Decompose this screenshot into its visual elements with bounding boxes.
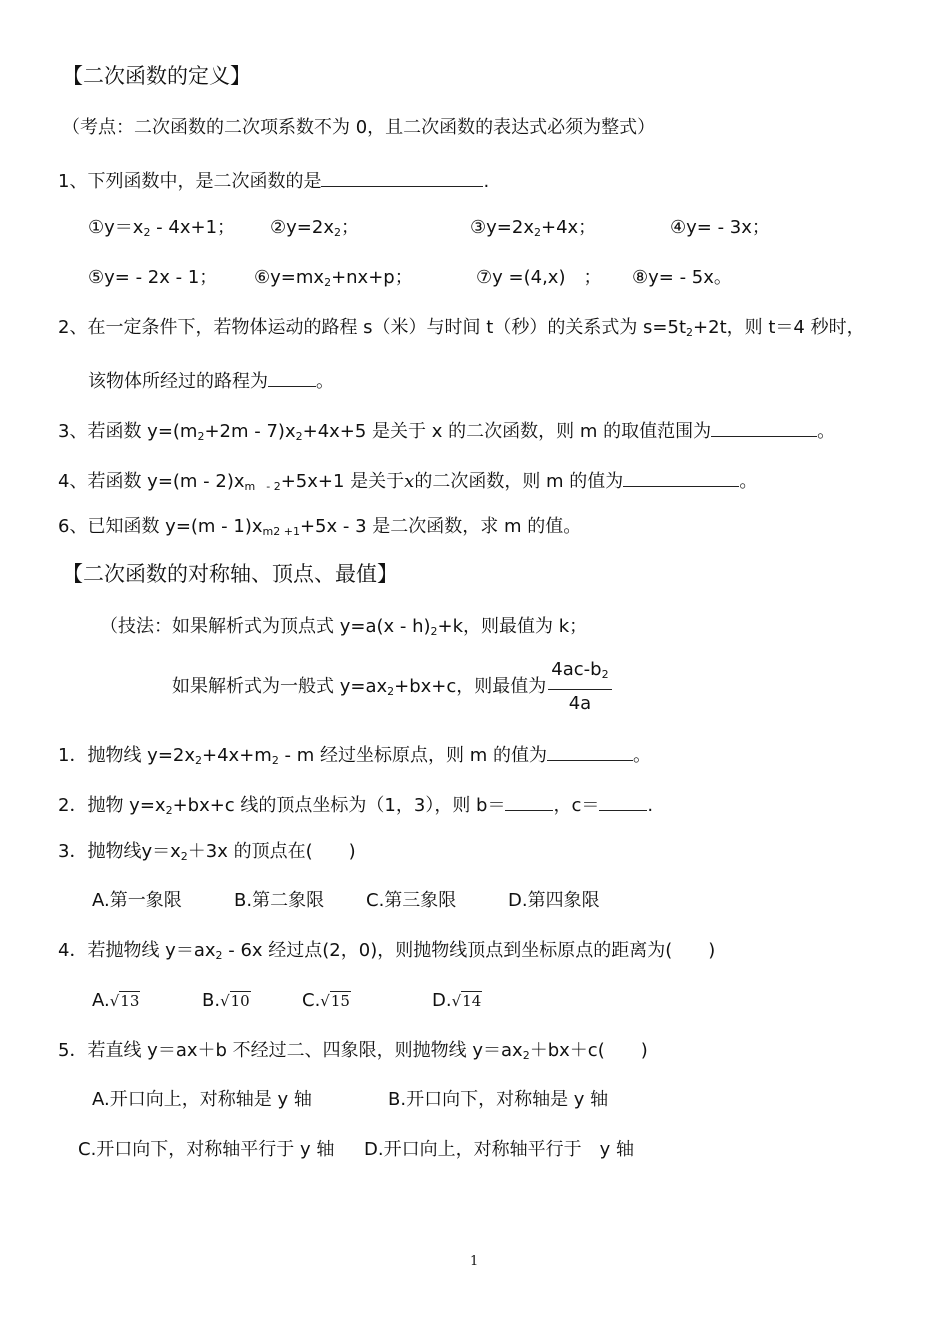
answer-blank[interactable] bbox=[623, 466, 739, 487]
answer-blank[interactable] bbox=[711, 416, 817, 437]
problem-5: 5．若直线 y＝ax＋b 不经过二、四象限，则抛物线 $y=ax_2+bx+c$( ) bbox=[58, 1040, 648, 1062]
q1-option-8: ⑧y= - 5x。 bbox=[632, 267, 732, 288]
section-title-definition: 【二次函数的定义】 bbox=[62, 64, 251, 88]
square-root: √13 bbox=[109, 992, 140, 1010]
q1-option-2: $②y=2x_2$； bbox=[270, 217, 359, 239]
technique-line-2: 如果解析式为一般式 $y=ax_2+bx+c$，则最值为 $\frac{4ac-b_2}{4a}$ bbox=[172, 658, 612, 716]
problem-1: 1．抛物线 $y=2x_2+4x+m_2 - m$ 经过坐标原点，则 m 的值为 。 bbox=[58, 740, 651, 773]
p5-option-d[interactable]: D.开口向上，对称轴平行于 y 轴 bbox=[364, 1139, 634, 1160]
p4-option-c[interactable]: C.√15 bbox=[302, 990, 350, 1011]
square-root: √10 bbox=[220, 992, 250, 1010]
p4-option-a[interactable]: A.√13 bbox=[92, 990, 140, 1011]
q1-option-6: $⑥y=mx_2+nx+p$； bbox=[254, 267, 413, 289]
answer-blank-b[interactable] bbox=[505, 790, 553, 811]
p3-option-a[interactable]: A.第一象限 bbox=[92, 890, 182, 911]
q1-option-5: ⑤y= - 2x - 1； bbox=[88, 267, 218, 288]
question-3: 3、若函数 $y=(m_2+2m - 7)x_2+4x+5$ 是关于 x 的二次函数，则 m 的取值范围为 。 bbox=[58, 416, 835, 449]
square-root: √15 bbox=[320, 992, 350, 1010]
q1-option-3: $③y=2x_2+4x$； bbox=[470, 217, 597, 239]
problem-3: 3．抛物线$y=x_2+3x$ 的顶点在( ) bbox=[58, 841, 356, 863]
question-6: 6、已知函数 $y=(m - 1)x_{m2 +1}+5x - 3$ 是二次函数，求 m 的值。 bbox=[58, 516, 582, 538]
answer-blank[interactable] bbox=[321, 166, 483, 187]
max-value-fraction: $\frac{4ac-b_2}{4a}$ bbox=[548, 658, 611, 716]
p5-option-b[interactable]: B.开口向下，对称轴是 y 轴 bbox=[388, 1089, 609, 1110]
question-2-line-1: 2、在一定条件下，若物体运动的路程 s（米）与时间 t（秒）的关系式为 $s=5t_2+2t$，则 t＝4 秒时， bbox=[58, 317, 865, 339]
p3-option-c[interactable]: C.第三象限 bbox=[366, 890, 457, 911]
q1-option-1: $①y=x_2 - 4x+1$； bbox=[88, 217, 236, 239]
p5-option-a[interactable]: A.开口向上，对称轴是 y 轴 bbox=[92, 1089, 312, 1110]
q1-option-4: ④y= - 3x； bbox=[670, 217, 770, 238]
p5-option-c[interactable]: C.开口向下，对称轴平行于 y 轴 bbox=[78, 1139, 335, 1160]
question-1-stem: 1、下列函数中，是二次函数的是 . bbox=[58, 166, 489, 194]
question-4: 4、若函数 $y=(m - 2)x_{m - 2}+5x+1$ 是关于x的二次函数，则 m 的值为 。 bbox=[58, 466, 757, 499]
q1-option-7: ⑦y =(4,x) ； bbox=[476, 267, 602, 288]
section-note: （考点：二次函数的二次项系数不为 0，且二次函数的表达式必须为整式） bbox=[62, 117, 656, 138]
answer-blank[interactable] bbox=[547, 740, 633, 761]
question-2-line-2: 该物体所经过的路程为 。 bbox=[88, 366, 334, 394]
section-title-axis-vertex: 【二次函数的对称轴、顶点、最值】 bbox=[62, 562, 398, 586]
page-number: 1 bbox=[470, 1254, 479, 1269]
technique-line-1: （技法：如果解析式为顶点式 $y=a(x - h)_2+k$，则最值为 k； bbox=[100, 616, 588, 638]
p4-option-d[interactable]: D.√14 bbox=[432, 990, 482, 1011]
p3-option-b[interactable]: B.第二象限 bbox=[234, 890, 325, 911]
p3-option-d[interactable]: D.第四象限 bbox=[508, 890, 600, 911]
square-root: √14 bbox=[451, 992, 482, 1010]
problem-2: 2．抛物 $y=x_2+bx+c$ 线的顶点坐标为（1，3），则 b＝ ，c＝ . bbox=[58, 790, 653, 823]
answer-blank-c[interactable] bbox=[599, 790, 647, 811]
problem-4: 4．若抛物线 $y=ax_2 - 6x$ 经过点(2，0)，则抛物线顶点到坐标原点的距离为( ) bbox=[58, 940, 716, 962]
p4-option-b[interactable]: B.√10 bbox=[202, 990, 250, 1011]
answer-blank[interactable] bbox=[268, 366, 316, 387]
